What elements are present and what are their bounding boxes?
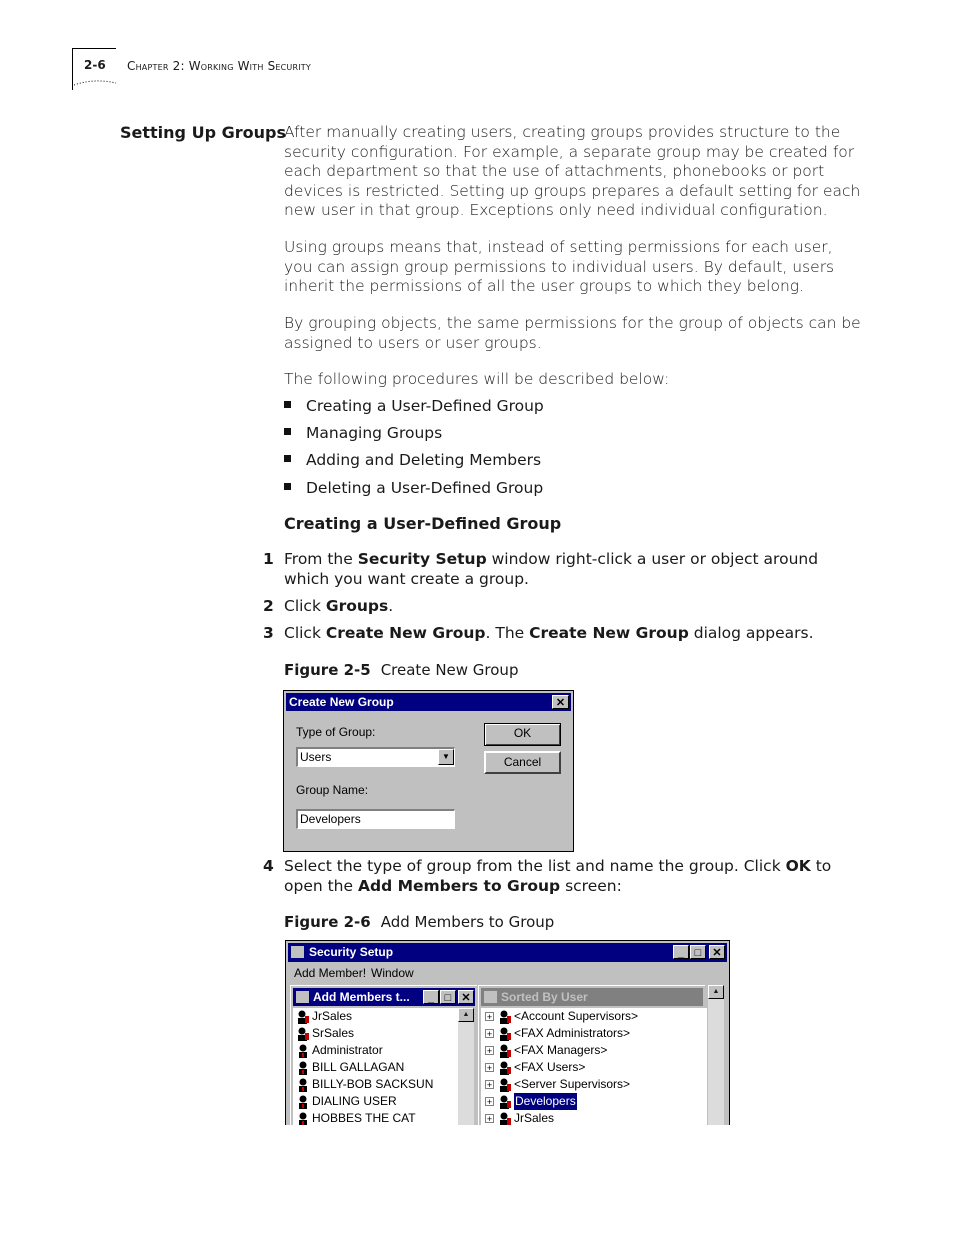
- maximize-icon[interactable]: □: [690, 945, 706, 959]
- list-item[interactable]: JrSales: [296, 1008, 460, 1025]
- step-2-text: Click Groups.: [284, 597, 394, 615]
- list-item[interactable]: BILL GALLAGAN: [296, 1059, 460, 1076]
- expand-icon[interactable]: +: [486, 1029, 493, 1039]
- expand-icon[interactable]: +: [486, 1097, 493, 1107]
- expand-icon[interactable]: +: [486, 1046, 493, 1056]
- user-icon: [296, 1044, 310, 1058]
- type-of-group-value: Users: [300, 750, 332, 764]
- tree-item[interactable]: + <Account Supervisors>: [486, 1009, 639, 1023]
- type-of-group-label: Type of Group:: [296, 725, 376, 739]
- figure-caption: Figure 2-6 Add Members to Group: [284, 913, 555, 931]
- paragraph-objects: By grouping objects, the same permissions for the group of objects can be assigned to users or user groups.: [284, 314, 861, 352]
- add-members-pane: [290, 985, 477, 1125]
- step-number: 2: [263, 597, 274, 615]
- dialog-titlebar: [286, 693, 571, 711]
- group-icon: [498, 1010, 512, 1024]
- list-item[interactable]: HOBBES THE CAT: [296, 1110, 460, 1125]
- group-icon: [498, 1078, 512, 1092]
- sorted-by-user-title: Sorted By User: [501, 990, 588, 1004]
- members-scrollbar[interactable]: [458, 1008, 474, 1125]
- close-icon[interactable]: ✕: [458, 990, 474, 1004]
- chapter-title: Chapter 2: Working With Security: [127, 59, 311, 73]
- tree-item[interactable]: [485, 1093, 707, 1110]
- list-item: Managing Groups: [284, 424, 442, 443]
- tree-item[interactable]: + <Server Supervisors>: [486, 1077, 631, 1091]
- list-item[interactable]: DIALING USER: [296, 1093, 460, 1110]
- sorted-by-user-pane: [478, 985, 705, 1125]
- close-icon[interactable]: ✕: [552, 695, 569, 709]
- chevron-down-icon[interactable]: ▼: [438, 749, 454, 765]
- list-item[interactable]: Administrator: [296, 1042, 460, 1059]
- app-icon: [291, 946, 304, 958]
- tree-item[interactable]: + <FAX Users>: [486, 1060, 586, 1074]
- figure-caption: Figure 2-5 Create New Group: [284, 661, 519, 679]
- selected-item[interactable]: Developers: [515, 1094, 576, 1108]
- group-icon: [498, 1044, 512, 1058]
- step-1-text: From the Security Setup window right-click a user or object around which you want create a group.: [284, 550, 819, 588]
- security-setup-window: [285, 940, 730, 1125]
- group-icon: [498, 1061, 512, 1075]
- group-name-label: Group Name:: [296, 783, 369, 797]
- page-number: 2-6: [84, 58, 106, 72]
- pane-icon: [296, 991, 309, 1003]
- list-item[interactable]: SrSales: [296, 1025, 460, 1042]
- paragraph-procedures: The following procedures will be described below:: [284, 370, 670, 388]
- ok-button[interactable]: OK: [484, 723, 561, 746]
- maximize-icon[interactable]: □: [440, 990, 456, 1004]
- step-4-text: Select the type of group from the list and name the group. Click OK to open the Add Members to Group screen:: [284, 857, 832, 895]
- window-scrollbar[interactable]: [708, 985, 724, 1125]
- step-number: 3: [263, 624, 274, 642]
- list-item[interactable]: BILLY-BOB SACKSUN: [296, 1076, 460, 1093]
- window-title: Security Setup: [309, 945, 394, 959]
- user-icon: [296, 1095, 310, 1109]
- list-item: Deleting a User-Defined Group: [284, 479, 543, 498]
- list-item: Adding and Deleting Members: [284, 451, 541, 470]
- expand-icon[interactable]: +: [486, 1114, 493, 1124]
- cancel-button[interactable]: Cancel: [484, 751, 561, 774]
- tree-item[interactable]: + <FAX Managers>: [486, 1043, 608, 1057]
- paragraph-groups: Using groups means that, instead of setting permissions for each user, you can assign group permissions to individual users. By default, users inherit the permissions of all the user groups to which they belong.: [284, 238, 835, 295]
- minimize-icon[interactable]: _: [423, 990, 439, 1004]
- group-icon: [296, 1010, 310, 1024]
- user-icon: [296, 1078, 310, 1092]
- group-icon: [498, 1027, 512, 1041]
- create-new-group-dialog: [283, 690, 574, 852]
- sorted-by-user-titlebar: [481, 988, 703, 1006]
- header-dotted-line: [74, 80, 116, 86]
- minimize-icon[interactable]: _: [673, 945, 689, 959]
- bullet-icon: [284, 483, 291, 490]
- group-name-input[interactable]: Developers: [296, 809, 455, 829]
- pane-icon: [484, 991, 497, 1003]
- user-icon: [296, 1061, 310, 1075]
- tree-item[interactable]: + JrSales: [486, 1111, 555, 1125]
- group-icon: [498, 1095, 512, 1109]
- security-titlebar: [288, 943, 727, 962]
- add-members-title: Add Members t...: [313, 990, 410, 1004]
- user-icon: [296, 1112, 310, 1126]
- close-icon[interactable]: ✕: [709, 945, 725, 959]
- list-item: Creating a User-Defined Group: [284, 397, 544, 416]
- scroll-up-icon[interactable]: ▲: [708, 985, 724, 999]
- bullet-icon: [284, 455, 291, 462]
- bullet-icon: [284, 401, 291, 408]
- subheading: Creating a User-Defined Group: [284, 514, 562, 533]
- bullet-icon: [284, 428, 291, 435]
- group-icon: [498, 1112, 512, 1126]
- step-number: 4: [263, 857, 274, 875]
- dialog-title: Create New Group: [289, 695, 394, 709]
- group-icon: [296, 1027, 310, 1041]
- header-vertical-rule: [72, 48, 73, 90]
- step-3-text: Click Create New Group. The Create New Group dialog appears.: [284, 624, 814, 642]
- scroll-up-icon[interactable]: ▲: [458, 1008, 474, 1022]
- expand-icon[interactable]: +: [486, 1080, 493, 1090]
- members-list: [293, 1008, 460, 1125]
- step-number: 1: [263, 550, 274, 568]
- expand-icon[interactable]: +: [486, 1063, 493, 1073]
- section-heading: Setting Up Groups: [120, 123, 286, 142]
- paragraph-intro: After manually creating users, creating groups provides structure to the security configuration. For example, a separate group may be created for each department so that the use of attachments, phonebooks or port devices is restricted. Setting up groups prepares a default setting for each new user in that group. Exceptions only need individual configuration.: [284, 123, 861, 219]
- tree-item[interactable]: + <FAX Administrators>: [486, 1026, 631, 1040]
- add-members-titlebar: [293, 988, 475, 1006]
- type-of-group-select[interactable]: [296, 747, 455, 767]
- menu-window[interactable]: Window: [371, 966, 414, 980]
- header-rule: [72, 48, 116, 49]
- menu-add-member[interactable]: Add Member!: [294, 966, 367, 980]
- groups-tree: [481, 1008, 707, 1125]
- expand-icon[interactable]: +: [486, 1012, 493, 1022]
